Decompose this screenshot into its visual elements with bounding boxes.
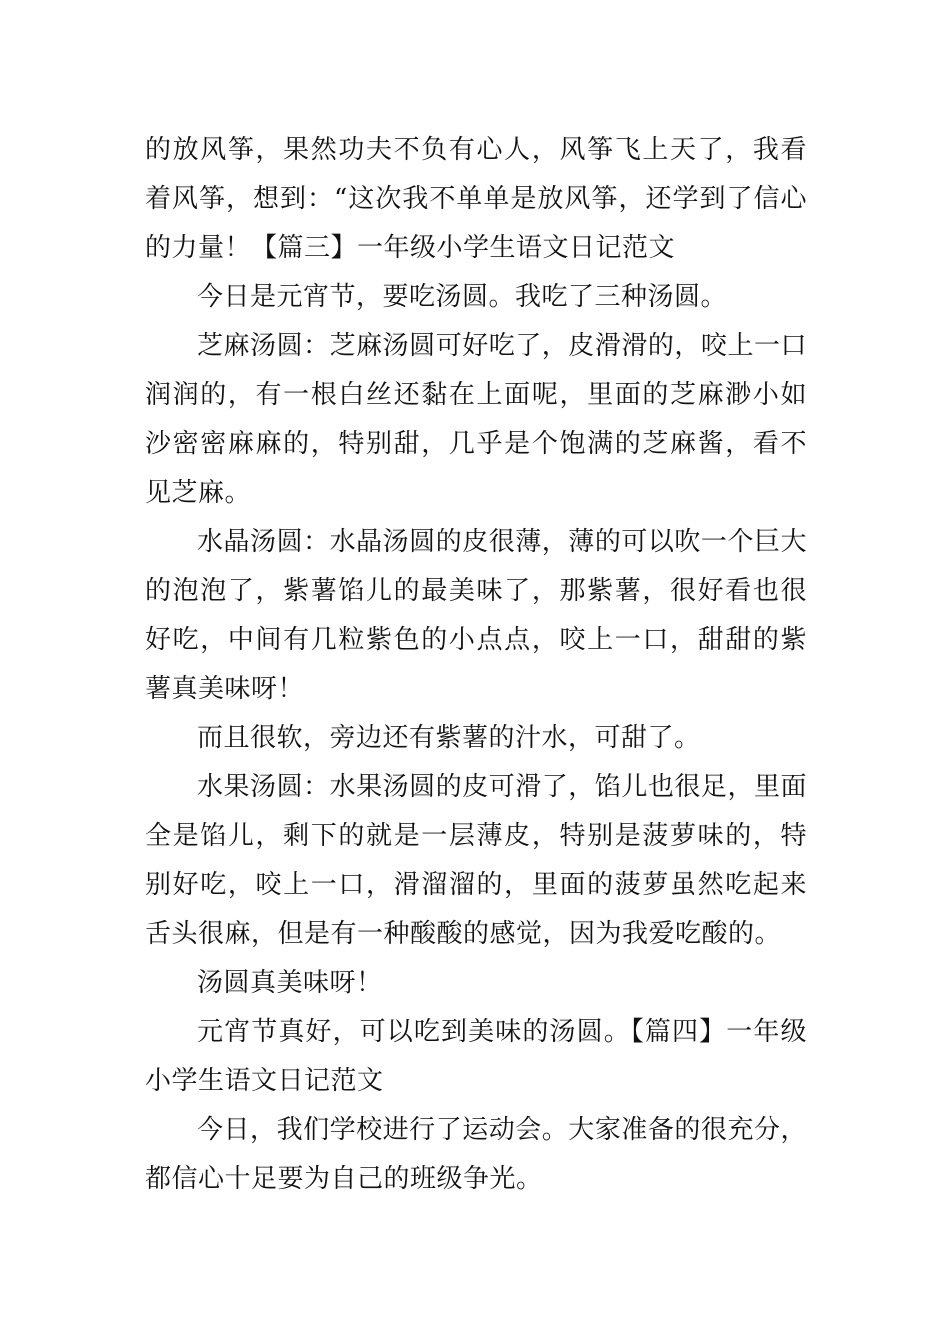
document-page bbox=[145, 126, 807, 1204]
paragraph-5: 而且很软，旁边还有紫薯的汁水，可甜了。 bbox=[197, 723, 701, 753]
paragraph-9: 今日，我们学校进行了运动会。大家准备的很充分，都信心十足要为自己的班级争光。 bbox=[145, 1115, 807, 1194]
paragraph-3: 芝麻汤圆：芝麻汤圆可好吃了，皮滑滑的，咬上一口润润的，有一根白丝还黏在上面呢，里面的芝麻渺小如沙密密麻麻的，特别甜，几乎是个饱满的芝麻酱，看不见芝麻。 bbox=[145, 331, 807, 508]
paragraph-4: 水晶汤圆：水晶汤圆的皮很薄，薄的可以吹一个巨大的泡泡了，紫薯馅儿的最美味了，那紫薯，很好看也很好吃，中间有几粒紫色的小点点，咬上一口，甜甜的紫薯真美味呀！ bbox=[145, 527, 807, 704]
paragraph-2: 今日是元宵节，要吃汤圆。我吃了三种汤圆。 bbox=[197, 282, 728, 312]
paragraph-8: 元宵节真好，可以吃到美味的汤圆。【篇四】一年级小学生语文日记范文 bbox=[145, 1017, 807, 1096]
paragraph-1: 的放风筝，果然功夫不负有心人，风筝飞上天了，我看着风筝，想到：“这次我不单单是放风筝，还学到了信心的力量！【篇三】一年级小学生语文日记范文 bbox=[145, 135, 807, 263]
paragraph-6: 水果汤圆：水果汤圆的皮可滑了，馅儿也很足，里面全是馅儿，剩下的就是一层薄皮，特别是菠萝味的，特别好吃，咬上一口，滑溜溜的，里面的菠萝虽然吃起来舌头很麻，但是有一种酸酸的感觉，因为我爱吃酸的。 bbox=[145, 772, 807, 949]
paragraph-7: 汤圆真美味呀！ bbox=[197, 968, 383, 998]
